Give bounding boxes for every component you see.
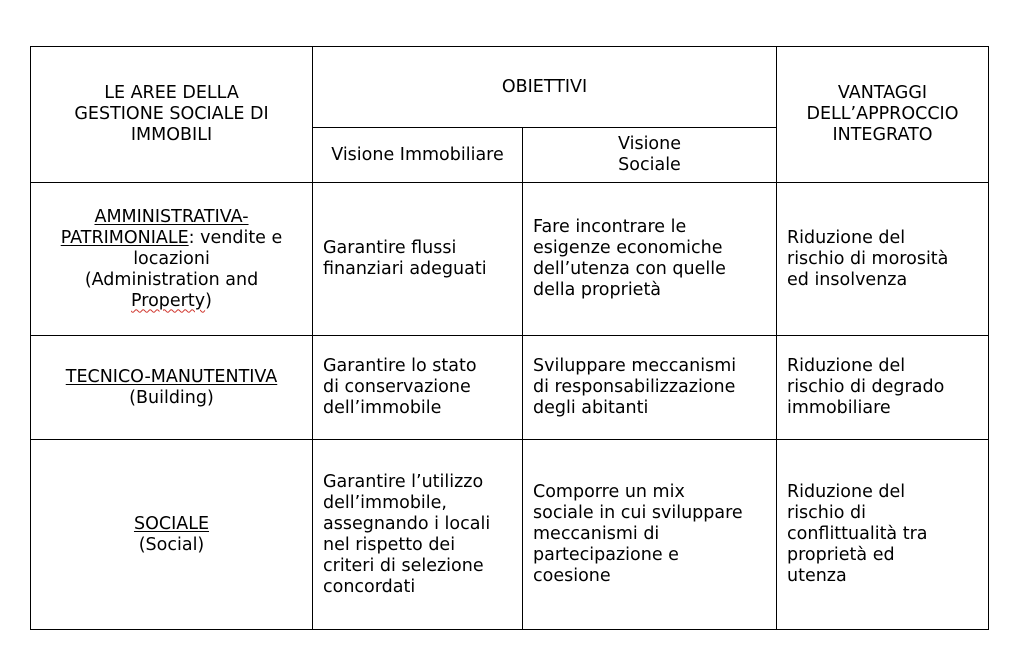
row3-sociale-line4: partecipazione e (533, 545, 679, 565)
table-row (31, 440, 989, 630)
row1-immobiliare-line1: Garantire flussi (323, 238, 457, 258)
row1-area-line3: locazioni (133, 248, 210, 269)
header-aree-line1: LE AREE DELLA (104, 83, 239, 103)
header-vantaggi-line3: INTEGRATO (832, 125, 933, 145)
row3-vantaggi-line1: Riduzione del (787, 482, 906, 502)
row1-sociale (523, 183, 777, 336)
row2-sociale (523, 336, 777, 440)
row2-sociale-line1: Sviluppare meccanismi (533, 356, 737, 376)
row3-immobiliare-line4: nel rispetto dei (323, 534, 456, 555)
row3-vantaggi-line4: proprietà ed (787, 545, 895, 565)
row2-area-title: TECNICO-MANUTENTIVA (65, 366, 278, 387)
row2-immobiliare-line1: Garantire lo stato (323, 356, 477, 376)
row1-immobiliare (313, 183, 523, 336)
row3-vantaggi-line3: conflittualità tra (787, 524, 928, 544)
header-obiettivi (313, 47, 777, 128)
row1-area-line5-end: ) (205, 290, 212, 311)
row1-area-title-line2: PATRIMONIALE (60, 227, 189, 248)
row2-immobiliare-line2: di conservazione (323, 377, 471, 397)
row1-area-title-line1: AMMINISTRATIVA- (94, 206, 249, 227)
row2-area (31, 336, 313, 440)
row2-sociale-line2: di responsabilizzazione (533, 377, 736, 397)
objectives-table (30, 46, 989, 630)
row3-immobiliare-line6: concordati (323, 576, 416, 597)
header-aree-line2: GESTIONE SOCIALE DI (74, 104, 269, 124)
row2-sociale-line3: degli abitanti (533, 398, 649, 418)
row2-vantaggi-line2: rischio di degrado (787, 377, 945, 397)
row2-immobiliare (313, 336, 523, 440)
header-aree (31, 47, 313, 183)
row1-immobiliare-line2: finanziari adeguati (323, 259, 487, 279)
row1-area (31, 183, 313, 336)
row1-sociale-line3: dell’utenza con quelle (533, 259, 726, 279)
row2-area-sub: (Building) (129, 387, 214, 408)
row3-immobiliare (313, 440, 523, 630)
header-visione-sociale-line2: Sociale (618, 155, 681, 175)
row3-immobiliare-line3: assegnando i locali (323, 513, 491, 534)
row1-area-title-rest: : vendite e (188, 227, 283, 248)
header-visione-sociale-line1: Visione (618, 134, 681, 154)
row2-immobiliare-line3: dell’immobile (323, 398, 442, 418)
row3-area (31, 440, 313, 630)
row3-sociale-line3: meccanismi di (533, 524, 660, 544)
row1-vantaggi-line3: ed insolvenza (787, 269, 908, 290)
header-vantaggi-line1: VANTAGGI (837, 83, 928, 103)
row3-immobiliare-line2: dell’immobile, (323, 492, 447, 513)
row1-vantaggi (777, 183, 989, 336)
header-row-top (31, 47, 989, 128)
header-aree-line3: IMMOBILI (130, 125, 213, 145)
row3-vantaggi-line2: rischio di (787, 503, 866, 523)
row3-vantaggi-line5: utenza (787, 566, 847, 586)
row1-vantaggi-line1: Riduzione del (787, 227, 906, 248)
row3-immobiliare-line1: Garantire l’utilizzo (323, 471, 484, 492)
row1-sociale-line2: esigenze economiche (533, 238, 723, 258)
row3-vantaggi (777, 440, 989, 630)
row3-immobiliare-line5: criteri di selezione (323, 555, 484, 576)
row1-area-line4: (Administration and (84, 269, 259, 290)
row3-sociale-line1: Comporre un mix (533, 482, 685, 502)
header-visione-sociale (523, 128, 777, 183)
row1-area-line5-word: Property (131, 290, 206, 311)
header-visione-immobiliare (313, 128, 523, 183)
row3-area-sub: (Social) (138, 534, 205, 555)
row2-vantaggi-line3: immobiliare (787, 398, 891, 418)
table-row (31, 183, 989, 336)
row3-sociale-line5: coesione (533, 566, 611, 586)
table-row (31, 336, 989, 440)
row3-sociale (523, 440, 777, 630)
header-visione-immobiliare-label: Visione Immobiliare (331, 144, 504, 165)
header-vantaggi (777, 47, 989, 183)
row1-sociale-line1: Fare incontrare le (533, 217, 687, 237)
header-obiettivi-label: OBIETTIVI (501, 76, 588, 97)
row2-vantaggi-line1: Riduzione del (787, 356, 906, 376)
row1-vantaggi-line2: rischio di morosità (787, 248, 949, 269)
row3-sociale-line2: sociale in cui sviluppare (533, 503, 743, 523)
header-vantaggi-line2: DELL’APPROCCIO (806, 104, 959, 124)
row3-area-title: SOCIALE (133, 513, 210, 534)
row1-sociale-line4: della proprietà (533, 280, 662, 300)
row2-vantaggi (777, 336, 989, 440)
